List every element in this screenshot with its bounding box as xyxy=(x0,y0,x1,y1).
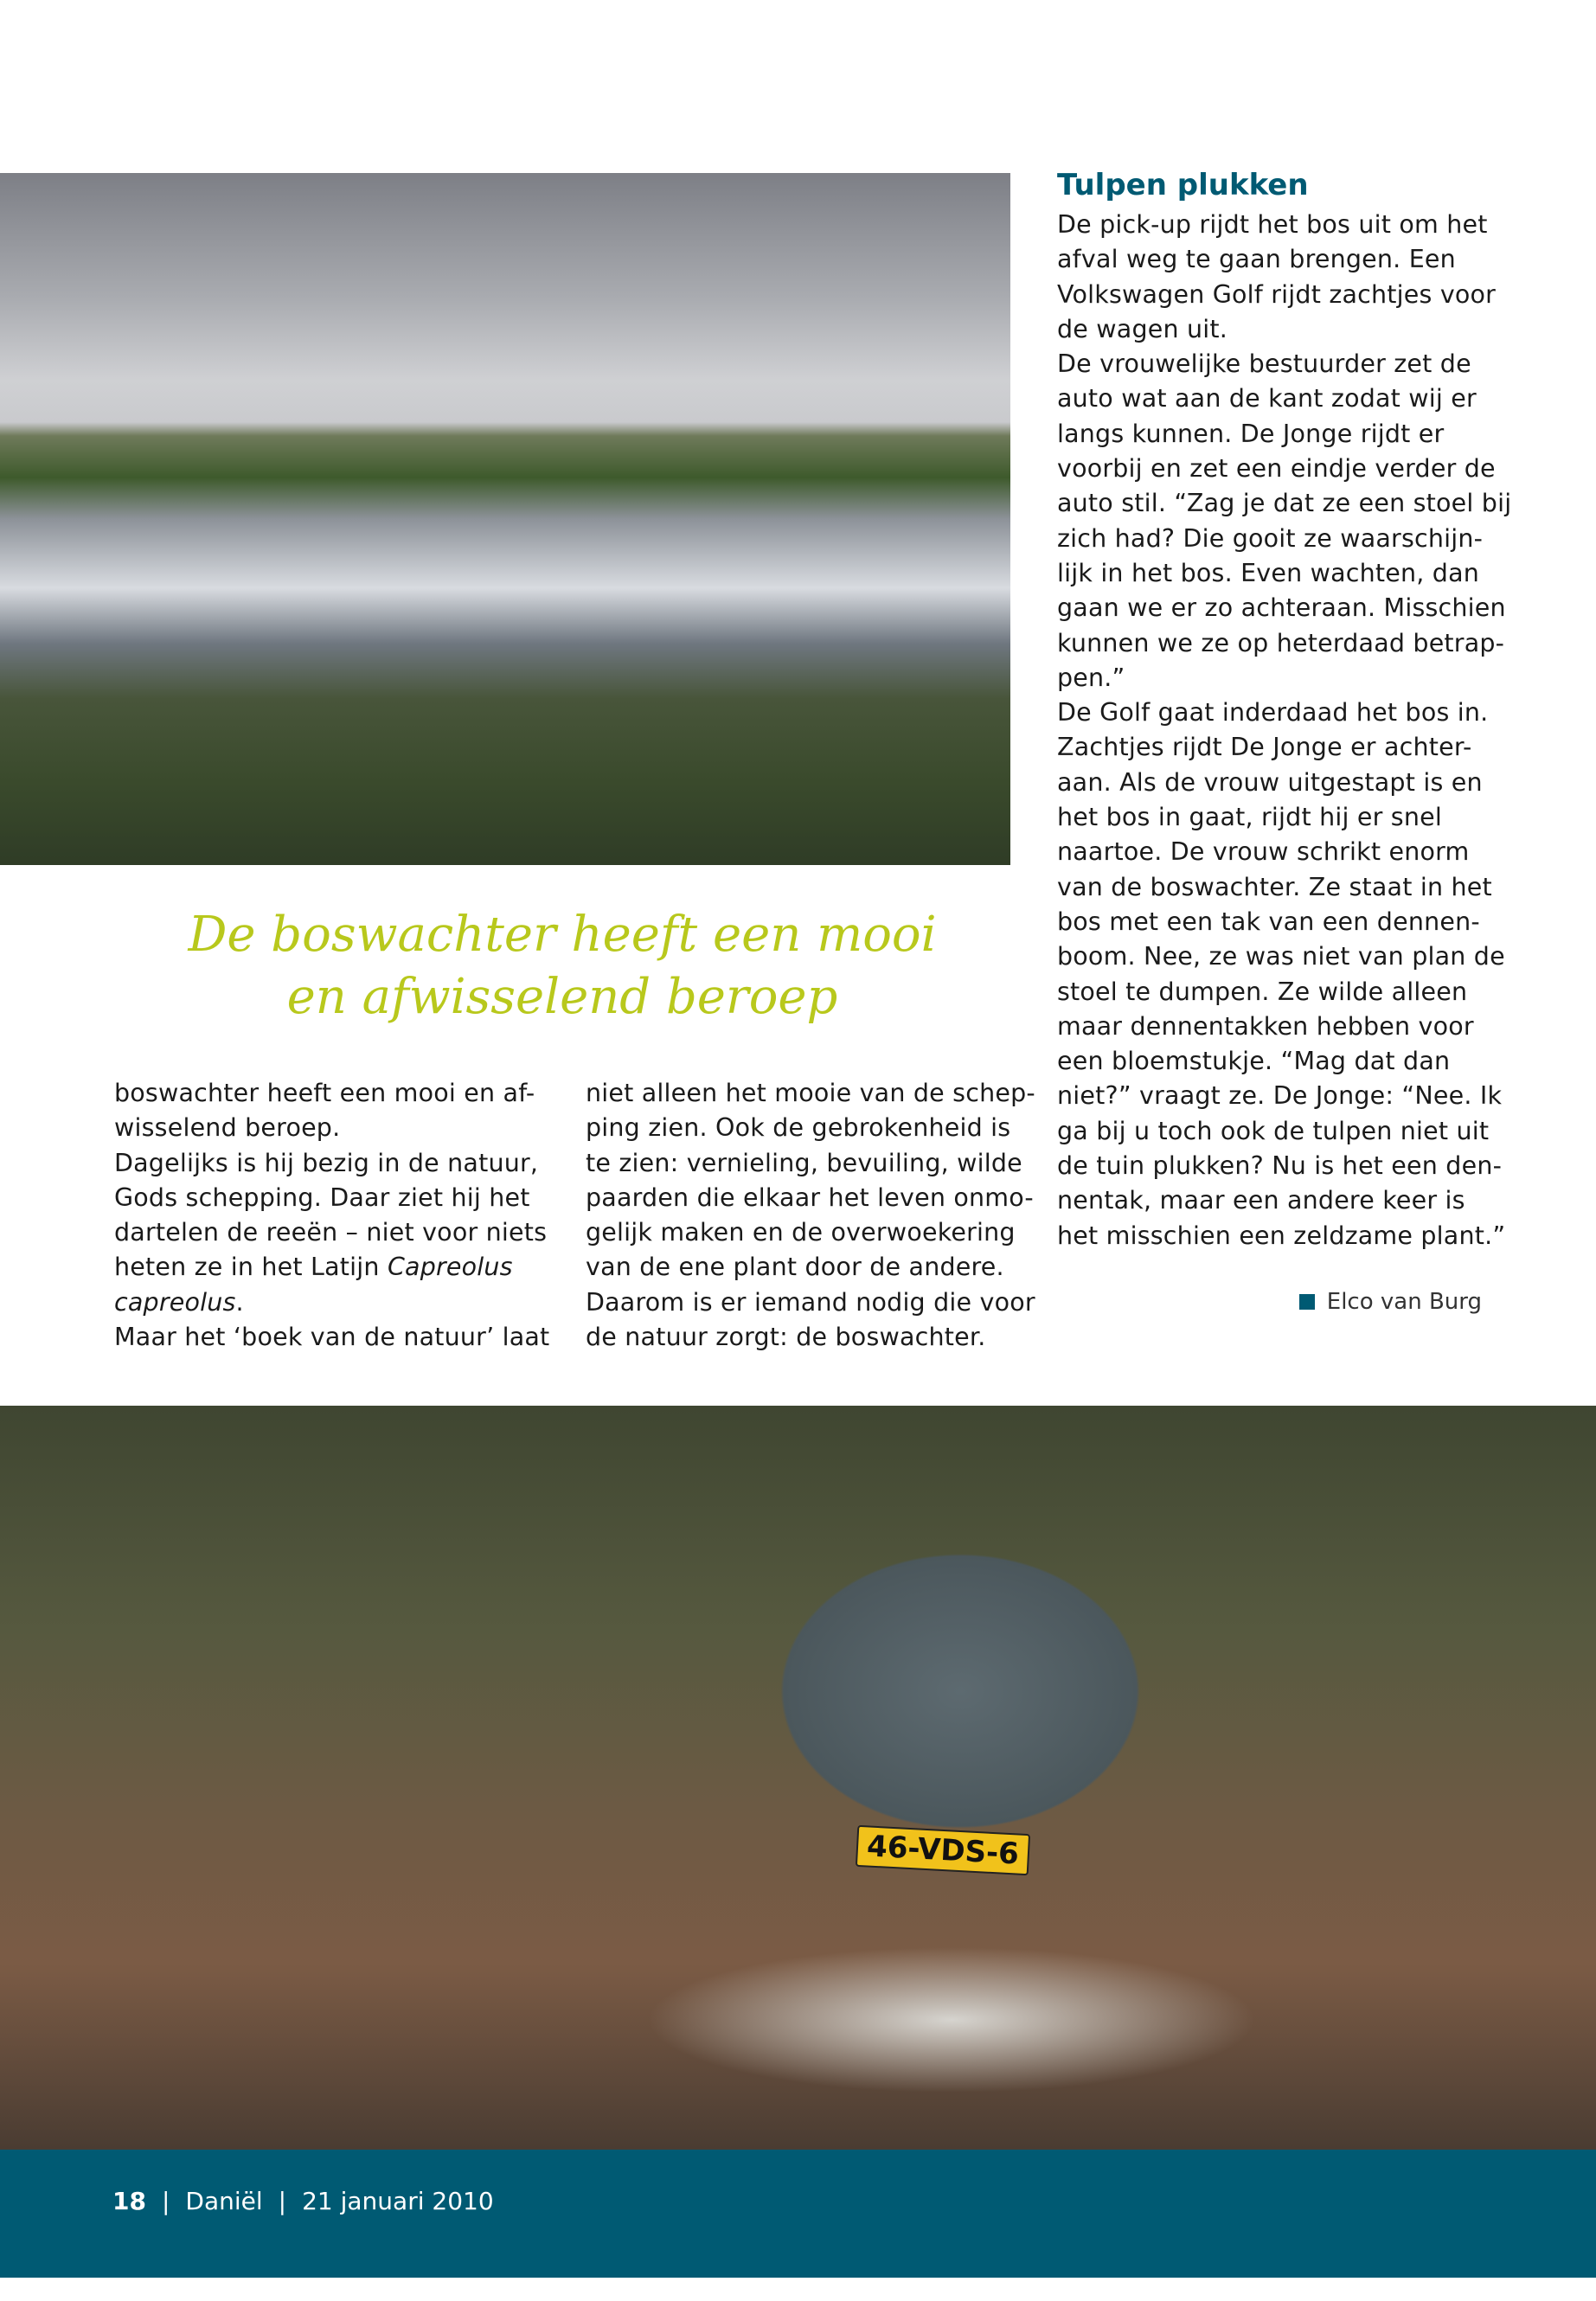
text-line: niet alleen het mooie van de schep- xyxy=(586,1079,1035,1107)
magazine-name: Daniël xyxy=(185,2187,263,2215)
latin-name: Capreolus xyxy=(387,1253,513,1282)
text-line: Zachtjes rijdt De Jonge er achter- xyxy=(1057,733,1472,762)
text-line: bos met een tak van een dennen- xyxy=(1057,907,1480,936)
text-line: capreolus. xyxy=(114,1287,244,1317)
text-line: van de ene plant door de andere. xyxy=(586,1253,1004,1282)
bullet-square-icon xyxy=(1299,1294,1315,1310)
page-footer xyxy=(0,2150,1596,2278)
text-line: Dagelijks is hij bezig in de natuur, xyxy=(114,1148,539,1177)
text-line: gelijk maken en de overwoekering xyxy=(586,1218,1016,1247)
text-line: Volkswagen Golf rijdt zachtjes voor xyxy=(1057,279,1497,309)
text-line: voorbij en zet een eindje verder de xyxy=(1057,454,1496,484)
text-line: nentak, maar een andere keer is xyxy=(1057,1186,1465,1215)
article-column-1 xyxy=(114,1076,549,1355)
issue-date: 21 januari 2010 xyxy=(302,2187,494,2215)
text-line: paarden die elkaar het leven onmo- xyxy=(586,1183,1034,1212)
text-line: De pick-up rijdt het bos uit om het xyxy=(1057,210,1488,239)
text-line: heten ze in het Latijn Capreolus xyxy=(114,1253,513,1282)
text-line: het bos in gaat, rijdt hij er snel xyxy=(1057,803,1442,832)
text-line: Daarom is er iemand nodig die voor xyxy=(586,1287,1035,1317)
text-line: lijk in het bos. Even wachten, dan xyxy=(1057,558,1480,587)
page-number: 18 xyxy=(112,2187,146,2215)
author-name: Elco van Burg xyxy=(1326,1289,1482,1315)
text-line: langs kunnen. De Jonge rijdt er xyxy=(1057,419,1445,448)
section-heading: Tulpen plukken xyxy=(1057,168,1309,202)
text-line: van de boswachter. Ze staat in het xyxy=(1057,872,1492,901)
text-line: boswachter heeft een mooi en af- xyxy=(114,1079,535,1107)
text-line: De vrouwelijke bestuurder zet de xyxy=(1057,349,1471,379)
text-line: kunnen we ze op heterdaad betrap- xyxy=(1057,628,1505,657)
text-line: pen.” xyxy=(1057,663,1125,692)
text-line: een bloemstukje. “Mag dat dan xyxy=(1057,1047,1451,1076)
pull-quote-line: De boswachter heeft een mooi xyxy=(188,907,937,963)
text-line: dartelen de reeën – niet voor niets xyxy=(114,1218,548,1247)
license-plate: 46-VDS-6 xyxy=(856,1825,1030,1875)
text-line: boom. Nee, ze was niet van plan de xyxy=(1057,942,1505,971)
pickup-truck-forest-photo xyxy=(0,1406,1596,2150)
article-column-3 xyxy=(1057,208,1511,1253)
separator: | xyxy=(161,2187,170,2215)
text-line: de natuur zorgt: de boswachter. xyxy=(586,1323,986,1352)
text-line: aan. Als de vrouw uitgestapt is en xyxy=(1057,767,1483,797)
text-line: te zien: vernieling, bevuiling, wilde xyxy=(586,1148,1022,1177)
text-line: auto stil. “Zag je dat ze een stoel bij xyxy=(1057,489,1512,518)
text-line: niet?” vraagt ze. De Jonge: “Nee. Ik xyxy=(1057,1081,1503,1111)
latin-name: capreolus xyxy=(114,1287,236,1317)
pull-quote-line: en afwisselend beroep xyxy=(286,969,838,1025)
text-line: naartoe. De vrouw schrikt enorm xyxy=(1057,837,1470,867)
article-column-2 xyxy=(586,1076,1035,1355)
text-line: stoel te dumpen. Ze wilde alleen xyxy=(1057,977,1468,1006)
text-line: de tuin plukken? Nu is het een den- xyxy=(1057,1151,1503,1181)
text-line: zich had? Die gooit ze waarschijn- xyxy=(1057,523,1484,553)
text-line: gaan we er zo achteraan. Misschien xyxy=(1057,593,1506,623)
text-line: Gods schepping. Daar ziet hij het xyxy=(114,1183,530,1212)
text-line: afval weg te gaan brengen. Een xyxy=(1057,245,1456,274)
text-line: ping zien. Ook de gebrokenheid is xyxy=(586,1113,1011,1143)
text-line: auto wat aan de kant zodat wij er xyxy=(1057,384,1477,413)
text-line: maar dennentakken hebben voor xyxy=(1057,1011,1474,1041)
text-line: Maar het ‘boek van de natuur’ laat xyxy=(114,1323,550,1352)
text-line: wisselend beroep. xyxy=(114,1113,341,1143)
text-line: de wagen uit. xyxy=(1057,314,1228,343)
text-line: ga bij u toch ook de tulpen niet uit xyxy=(1057,1116,1490,1145)
text-line: het misschien een zeldzame plant.” xyxy=(1057,1221,1506,1250)
byline xyxy=(1299,1289,1482,1315)
text-line: De Golf gaat inderdaad het bos in. xyxy=(1057,698,1489,727)
separator: | xyxy=(278,2187,287,2215)
pull-quote xyxy=(112,904,1012,1029)
flooded-meadow-photo xyxy=(0,173,1010,865)
